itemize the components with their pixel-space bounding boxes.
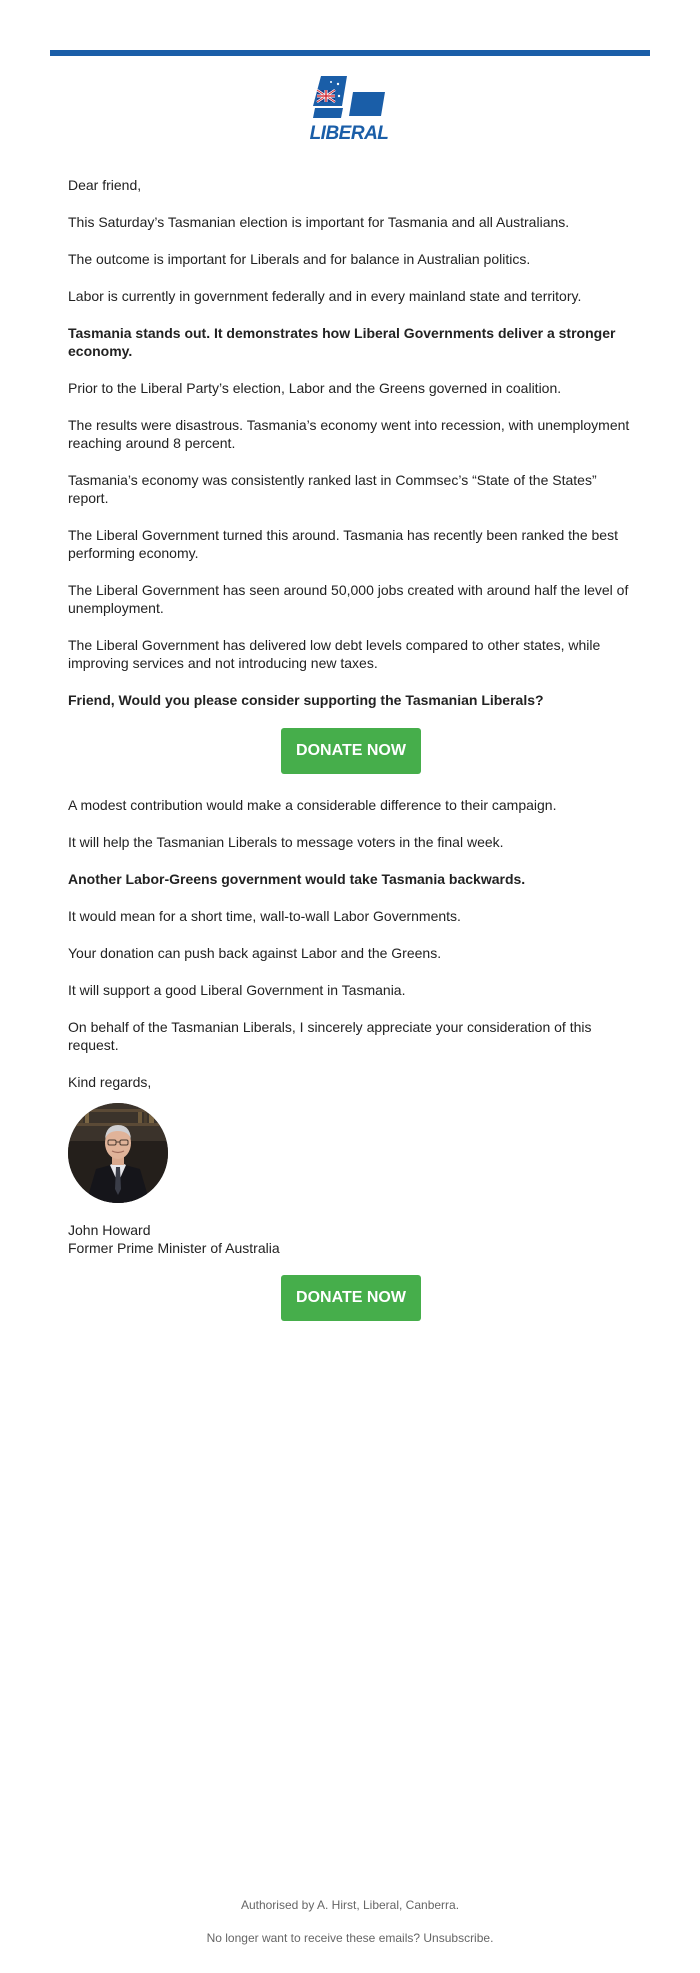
paragraph-4: Tasmania stands out. It demonstrates how Liberal Governments deliver a stronger economy. [68,325,616,359]
authorised-text: Authorised by A. Hirst, Liberal, Canberra. [240,1898,460,1912]
footer-authorised [0,1898,700,1912]
greeting: Dear friend, [68,177,142,193]
paragraph-11: Friend, Would you please consider supporting the Tasmanian Liberals? [68,692,544,708]
paragraph-13: It will help the Tasmanian Liberals to message voters in the final week. [68,834,504,850]
paragraph-1: This Saturday’s Tasmanian election is important for Tasmania and all Australians. [68,214,570,230]
unsubscribe-prefix: No longer want to receive these emails? [206,1931,424,1945]
paragraph-14: Another Labor-Greens government would take Tasmania backwards. [68,871,526,887]
portrait-photo [68,1103,168,1203]
liberal-logo[interactable] [309,72,389,144]
donate-button-wrap-2 [68,1275,634,1321]
closing: Kind regards, [68,1074,152,1090]
paragraph-18: On behalf of the Tasmanian Liberals, I sincerely appreciate your consideration of this request. [68,1019,592,1053]
signature-block [68,1221,634,1257]
paragraph-17: It will support a good Liberal Government in Tasmania. [68,982,406,998]
paragraph-15: It would mean for a short time, wall-to-wall Labor Governments. [68,908,461,924]
donate-button-wrap-1 [68,728,634,774]
donate-now-button-2[interactable]: DONATE NOW [281,1275,421,1321]
paragraph-8: The Liberal Government turned this around. Tasmania has recently been ranked the best performing economy. [68,527,618,561]
signer-title: Former Prime Minister of Australia [68,1240,280,1256]
paragraph-9: The Liberal Government has seen around 50,000 jobs created with around half the level of unemployment. [68,582,629,616]
paragraph-10: The Liberal Government has delivered low debt levels compared to other states, while improving services and not introducing new taxes. [68,637,601,671]
australian-flag-icon [309,72,389,122]
unsubscribe-link[interactable]: Unsubscribe. [423,1931,494,1945]
paragraph-3: Labor is currently in government federally and in every mainland state and territory. [68,288,582,304]
email-body [68,176,634,1343]
top-accent-bar [50,50,650,56]
footer-unsubscribe [0,1931,700,1945]
donate-now-button[interactable]: DONATE NOW [281,728,421,774]
paragraph-12: A modest contribution would make a considerable difference to their campaign. [68,797,557,813]
paragraph-6: The results were disastrous. Tasmania’s economy went into recession, with unemployment reaching around 8 percent. [68,417,630,451]
paragraph-2: The outcome is important for Liberals and for balance in Australian politics. [68,251,531,267]
signer-name: John Howard [68,1222,151,1238]
avatar [68,1103,168,1203]
paragraph-7: Tasmania’s economy was consistently ranked last in Commsec’s “State of the States” report. [68,472,597,506]
logo-wordmark: LIBERAL [309,123,389,144]
paragraph-5: Prior to the Liberal Party’s election, Labor and the Greens governed in coalition. [68,380,562,396]
paragraph-16: Your donation can push back against Labor and the Greens. [68,945,442,961]
